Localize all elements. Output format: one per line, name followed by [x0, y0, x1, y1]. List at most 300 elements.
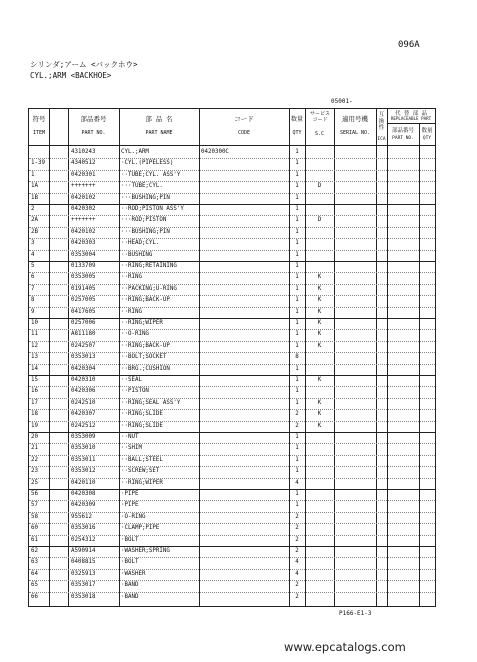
row-divider [29, 546, 435, 547]
header-ica-jp: 互換性 [378, 112, 385, 131]
cell-part-no: +++++++ [71, 217, 96, 224]
cell-service-code [305, 386, 334, 397]
cell-code [201, 261, 287, 272]
cell-code [201, 295, 287, 306]
row-divider [29, 261, 435, 262]
cell-code [201, 375, 287, 386]
page-code: 096A [398, 40, 420, 50]
cell-part-no: 0191405 [71, 285, 96, 292]
row-divider [29, 455, 435, 456]
header-replaceable: REPLACEABLE PART [390, 116, 432, 121]
cell-part-no: 0420308 [71, 491, 96, 497]
cell-part-no: 0420301 [71, 171, 96, 178]
cell-qty: 1 [295, 149, 299, 155]
cell-part-name: ···BUSHING;PIN [121, 194, 170, 201]
header-item: ITEM [32, 130, 46, 136]
cell-part-no: 0353013 [71, 354, 96, 361]
footer-code: P166-E1-3 [339, 610, 372, 617]
cell-service-code: K [317, 422, 322, 429]
row-divider [29, 478, 435, 479]
cell-code [201, 512, 287, 523]
row-divider [29, 569, 435, 570]
cell-service-code: K [317, 411, 322, 418]
cell-qty: 1 [295, 434, 299, 440]
cell-part-no: A811180 [71, 331, 96, 338]
cell-item: 1B [31, 194, 38, 201]
cell-qty: 1 [295, 206, 299, 212]
cell-service-code: K [317, 320, 322, 326]
row-divider [29, 364, 435, 365]
cell-part-name: ··BUSHING [121, 251, 153, 258]
cell-code [201, 386, 287, 397]
cell-qty: 1 [295, 228, 299, 235]
cell-service-code: K [317, 297, 322, 304]
cell-part-name: ·BOLT [121, 559, 139, 566]
cell-item: 5 [31, 263, 35, 269]
col-divider [334, 109, 335, 606]
row-divider [29, 398, 435, 399]
cell-code [201, 443, 287, 454]
row-divider [29, 215, 435, 216]
header-replaceable-jp: 代 替 部 品 [395, 111, 427, 117]
cell-code [201, 341, 287, 352]
cell-code [201, 500, 287, 511]
cell-qty: 2 [295, 422, 299, 429]
cell-part-name: ··O-RING [121, 331, 149, 338]
cell-service-code [305, 204, 334, 215]
cell-part-name: ·PIPE [121, 491, 139, 497]
cell-service-code [305, 580, 334, 591]
cell-code [201, 523, 287, 534]
cell-service-code [305, 238, 334, 249]
cell-service-code [305, 170, 334, 181]
cell-qty: 1 [295, 377, 299, 383]
cell-part-name: ··SEAL [121, 377, 142, 383]
cell-item: 20 [31, 434, 38, 440]
cell-part-name: ···TUBE;CYL. [121, 183, 163, 190]
row-divider [29, 158, 435, 159]
cell-qty: 1 [295, 502, 299, 509]
col-divider [199, 109, 200, 606]
cell-qty: 2 [295, 513, 299, 520]
cell-code [201, 284, 287, 295]
cell-qty: 1 [295, 342, 299, 349]
cell-item: 6 [31, 274, 35, 281]
title-english: CYL.;ARM <BACKHOE> [30, 71, 112, 80]
cell-part-name: ·CYL.(PIPELESS) [121, 160, 174, 167]
cell-part-name: ··NUT [121, 434, 139, 440]
cell-item: 56 [31, 491, 38, 497]
cell-item: 22 [31, 456, 38, 463]
cell-code [201, 409, 287, 420]
cell-service-code [305, 364, 334, 375]
cell-item: 8 [31, 297, 35, 304]
cell-part-no: 0353012 [71, 468, 96, 475]
cell-code: 0420300C [201, 149, 229, 155]
header-ica: ICA [377, 137, 386, 142]
cell-part-name: ··TUBE;CYL. ASS'Y [121, 171, 181, 178]
cell-service-code [305, 500, 334, 511]
cell-part-name: ··RING;SEAL ASS'Y [121, 399, 181, 406]
cell-part-name: ·BOLT [121, 536, 139, 543]
cell-code [201, 318, 287, 329]
cell-part-no: 0353004 [71, 251, 96, 258]
row-divider [29, 170, 435, 171]
cell-service-code [305, 546, 334, 557]
cell-part-no: 0257005 [71, 297, 96, 304]
cell-part-no: 4340512 [71, 160, 96, 167]
row-divider [29, 512, 435, 513]
title-japanese: シリンダ;アーム <バックホウ> [30, 60, 138, 69]
cell-qty: 1 [295, 297, 299, 304]
row-divider [29, 375, 435, 376]
cell-qty: 4 [295, 559, 299, 566]
cell-qty: 1 [295, 285, 299, 292]
cell-part-name: ···BUSHING;PIN [121, 228, 170, 235]
cell-qty: 2 [295, 548, 299, 554]
cell-code [201, 364, 287, 375]
col-divider [68, 109, 69, 606]
header-qty: QTY [292, 130, 302, 136]
cell-qty: 1 [295, 160, 299, 167]
row-divider [29, 466, 435, 467]
cell-part-no: 0353011 [71, 456, 96, 463]
cell-item [31, 147, 49, 158]
header-partno-jp: 部品番号 [80, 115, 107, 123]
header-service: S.C [314, 131, 325, 137]
cell-code [201, 432, 287, 443]
header-serial: SERIAL NO. [339, 130, 371, 136]
cell-item: 16 [31, 388, 38, 395]
cell-service-code: K [317, 274, 322, 281]
cell-service-code [305, 443, 334, 454]
cell-part-no: 0420310 [71, 377, 96, 383]
cell-item: 12 [31, 342, 38, 349]
cell-service-code [305, 352, 334, 363]
cell-qty: 4 [295, 570, 299, 577]
cell-qty: 2 [295, 525, 299, 532]
cell-qty: 1 [295, 388, 299, 395]
cell-item: 66 [31, 593, 38, 600]
cell-part-no: 0353009 [71, 434, 96, 440]
cell-item: 13 [31, 354, 38, 361]
cell-item: 63 [31, 559, 38, 566]
watermark: www.epcatalogs.com [284, 640, 406, 654]
cell-service-code [305, 466, 334, 477]
header-partno: PART NO. [81, 130, 106, 136]
cell-qty: 1 [295, 308, 299, 315]
row-divider [29, 318, 435, 319]
cell-qty: 1 [295, 171, 299, 178]
cell-part-no: 0325913 [71, 570, 96, 577]
cell-service-code [305, 193, 334, 204]
header-bottom-line [29, 145, 435, 146]
cell-part-name: ··BRG.;CUSHION [121, 365, 170, 372]
cell-qty: 1 [295, 468, 299, 475]
cell-item: 61 [31, 536, 38, 543]
cell-part-no: 4310243 [71, 149, 96, 155]
cell-part-no: 0353005 [71, 274, 96, 281]
header-repl-qty-jp: 数量 [421, 128, 433, 134]
cell-item: 2B [31, 228, 38, 235]
cell-service-code [305, 512, 334, 523]
cell-qty: 1 [295, 399, 299, 406]
row-divider [29, 284, 435, 285]
cell-part-name: ··RING;BACK-UP [121, 342, 170, 349]
cell-item: 23 [31, 468, 38, 475]
cell-code [201, 557, 287, 568]
cell-item: 9 [31, 308, 35, 315]
cell-code [201, 329, 287, 340]
cell-service-code [305, 569, 334, 580]
cell-code [201, 489, 287, 500]
row-divider [29, 227, 435, 228]
cell-part-no: 0242510 [71, 399, 96, 406]
cell-item: 58 [31, 513, 38, 520]
serial-range-code: 05001- [331, 98, 353, 105]
cell-item: 19 [31, 422, 38, 429]
cell-service-code [305, 535, 334, 546]
row-divider [29, 250, 435, 251]
cell-code [201, 193, 287, 204]
cell-item: 3 [31, 240, 35, 247]
cell-part-name: ·O-RING [121, 513, 146, 520]
cell-part-no: 0420304 [71, 365, 96, 372]
row-divider [29, 592, 435, 593]
cell-part-name: ··HEAD;CYL. [121, 240, 160, 247]
cell-item: 14 [31, 365, 38, 372]
row-divider [29, 443, 435, 444]
cell-part-name: ·BAND [121, 593, 139, 600]
row-divider [29, 386, 435, 387]
cell-qty: 1 [295, 445, 299, 452]
cell-code [201, 466, 287, 477]
cell-code [201, 535, 287, 546]
row-divider [29, 352, 435, 353]
cell-part-no: 0353016 [71, 525, 96, 532]
header-repl-partno: PART NO. [392, 136, 414, 141]
cell-part-name: ··RING;BACK-UP [121, 297, 170, 304]
cell-part-name: ···ROD;PISTON [121, 217, 167, 224]
cell-part-name: ·WASHER;SPRING [121, 548, 170, 554]
row-divider [29, 580, 435, 581]
cell-qty: 1 [295, 251, 299, 258]
row-divider [29, 181, 435, 182]
cell-service-code [305, 227, 334, 238]
cell-item: 64 [31, 570, 38, 577]
cell-item: 11 [31, 331, 38, 338]
cell-qty: 1 [295, 456, 299, 463]
cell-service-code: K [317, 331, 322, 338]
cell-part-no: 0254312 [71, 536, 96, 543]
cell-part-no: A590914 [71, 548, 96, 554]
cell-qty: 1 [295, 320, 299, 326]
row-divider [29, 193, 435, 194]
cell-item: 18 [31, 411, 38, 418]
header-service-jp: サービス コード [309, 111, 330, 123]
row-divider [29, 238, 435, 239]
cell-service-code [305, 158, 334, 169]
cell-qty: 1 [295, 331, 299, 338]
cell-part-no: 0420102 [71, 228, 96, 235]
cell-qty: 1 [295, 183, 299, 190]
cell-part-name: ·WASHER [121, 570, 146, 577]
cell-qty: 4 [295, 479, 299, 486]
cell-code [201, 170, 287, 181]
cell-item: 25 [31, 479, 38, 486]
cell-part-name: ·BAND [121, 582, 139, 589]
cell-service-code: K [317, 342, 322, 349]
row-divider [29, 341, 435, 342]
cell-part-no: 0420306 [71, 388, 96, 395]
row-divider [29, 489, 435, 490]
cell-service-code: K [317, 399, 322, 406]
cell-part-no: 0420102 [71, 194, 96, 201]
cell-part-name: ·CLAMP;PIPE [121, 525, 160, 532]
cell-code [201, 478, 287, 489]
row-divider [29, 409, 435, 410]
row-divider [29, 557, 435, 558]
col-divider [376, 109, 377, 606]
row-divider [29, 500, 435, 501]
cell-item: 2 [31, 206, 35, 212]
row-divider [29, 204, 435, 205]
cell-item: 7 [31, 285, 35, 292]
cell-code [201, 546, 287, 557]
cell-item: 57 [31, 502, 38, 509]
cell-code [201, 307, 287, 318]
header-code: CODE [237, 130, 251, 136]
cell-service-code [305, 147, 334, 158]
cell-service-code: D [317, 217, 322, 224]
cell-item: 60 [31, 525, 38, 532]
cell-part-name: ··BALL;STEEL [121, 456, 163, 463]
row-divider [29, 295, 435, 296]
cell-part-name: CYL.;ARM [121, 149, 149, 155]
cell-part-name: ··ROD;PISTON ASS'Y [121, 206, 184, 212]
header-code-jp: コード [234, 115, 254, 123]
cell-part-name: ··RING;WIPER [121, 320, 163, 326]
cell-part-no: 0417605 [71, 308, 96, 315]
cell-service-code [305, 250, 334, 261]
cell-part-no: 0353010 [71, 445, 96, 452]
cell-code [201, 580, 287, 591]
header-repl-partno-jp: 部品番号 [391, 128, 414, 134]
cell-item: 62 [31, 548, 38, 554]
cell-code [201, 238, 287, 249]
cell-code [201, 158, 287, 169]
cell-code [201, 215, 287, 226]
cell-part-no: 0353017 [71, 582, 96, 589]
cell-qty: 2 [295, 536, 299, 543]
cell-item: 21 [31, 445, 38, 452]
header-divider [387, 123, 435, 124]
cell-item: 1A [31, 183, 38, 190]
cell-part-no: 955612 [71, 513, 92, 520]
cell-service-code [305, 557, 334, 568]
header-serial-jp: 適用号機 [342, 115, 368, 123]
row-divider [29, 421, 435, 422]
cell-part-no: 0420302 [71, 206, 96, 212]
cell-part-name: ··PACKING;U-RING [121, 285, 177, 292]
cell-service-code [305, 478, 334, 489]
cell-item: 2A [31, 217, 38, 224]
cell-code [201, 181, 287, 192]
cell-qty: 2 [295, 582, 299, 589]
row-divider [29, 272, 435, 273]
cell-part-no: 0133709 [71, 263, 96, 269]
cell-part-no: 0242507 [71, 342, 96, 349]
cell-qty: 2 [295, 411, 299, 418]
cell-part-name: ··SCREW;SET [121, 468, 160, 475]
header-repl-qty: QTY [422, 136, 432, 141]
cell-part-no: 0408815 [71, 559, 96, 566]
col-divider [49, 109, 50, 606]
cell-qty: 1 [295, 194, 299, 201]
cell-qty: 1 [295, 365, 299, 372]
cell-code [201, 592, 287, 603]
cell-service-code [305, 489, 334, 500]
cell-part-no: 0420110 [71, 479, 96, 486]
cell-part-no: 0420303 [71, 240, 96, 247]
header-item-jp: 符号 [32, 115, 46, 123]
cell-part-name: ··RING;SLIDE [121, 411, 163, 418]
cell-qty: 1 [295, 274, 299, 281]
cell-service-code: K [317, 377, 322, 383]
cell-code [201, 569, 287, 580]
cell-service-code [305, 523, 334, 534]
row-divider [29, 329, 435, 330]
col-divider [387, 109, 388, 606]
cell-part-name: ··RING [121, 274, 142, 281]
cell-code [201, 204, 287, 215]
cell-part-name: ··BOLT;SOCKET [121, 354, 167, 361]
row-divider [29, 432, 435, 433]
col-divider [119, 109, 120, 606]
cell-part-name: ··RING;WIPER [121, 479, 163, 486]
header-partname-jp: 部 品 名 [145, 115, 173, 123]
cell-part-name: ··SHIM [121, 445, 142, 452]
cell-part-no: 0420307 [71, 411, 96, 418]
cell-service-code: K [317, 285, 322, 292]
cell-service-code [305, 432, 334, 443]
cell-part-name: ··RING;RETAINING [121, 263, 177, 269]
cell-part-no: 0353018 [71, 593, 96, 600]
cell-part-no: 0420309 [71, 502, 96, 509]
cell-item: 15 [31, 377, 38, 383]
cell-service-code: K [317, 308, 322, 315]
cell-part-no: 0242512 [71, 422, 96, 429]
cell-qty: 1 [295, 240, 299, 247]
cell-item: 1 [31, 171, 35, 178]
cell-qty: 1 [295, 217, 299, 224]
cell-item: 1-39 [31, 160, 45, 167]
cell-item: 17 [31, 399, 38, 406]
row-divider [29, 523, 435, 524]
cell-qty: 1 [295, 491, 299, 497]
cell-code [201, 352, 287, 363]
parts-table [28, 108, 436, 607]
cell-item: 65 [31, 582, 38, 589]
cell-service-code [305, 261, 334, 272]
cell-part-name: ··PISTON [121, 388, 149, 395]
cell-part-name: ··RING;SLIDE [121, 422, 163, 429]
cell-part-name: ·PIPE [121, 502, 139, 509]
cell-part-no: 0257006 [71, 320, 96, 326]
cell-item: 4 [31, 251, 35, 258]
cell-qty: 1 [295, 263, 299, 269]
cell-code [201, 227, 287, 238]
